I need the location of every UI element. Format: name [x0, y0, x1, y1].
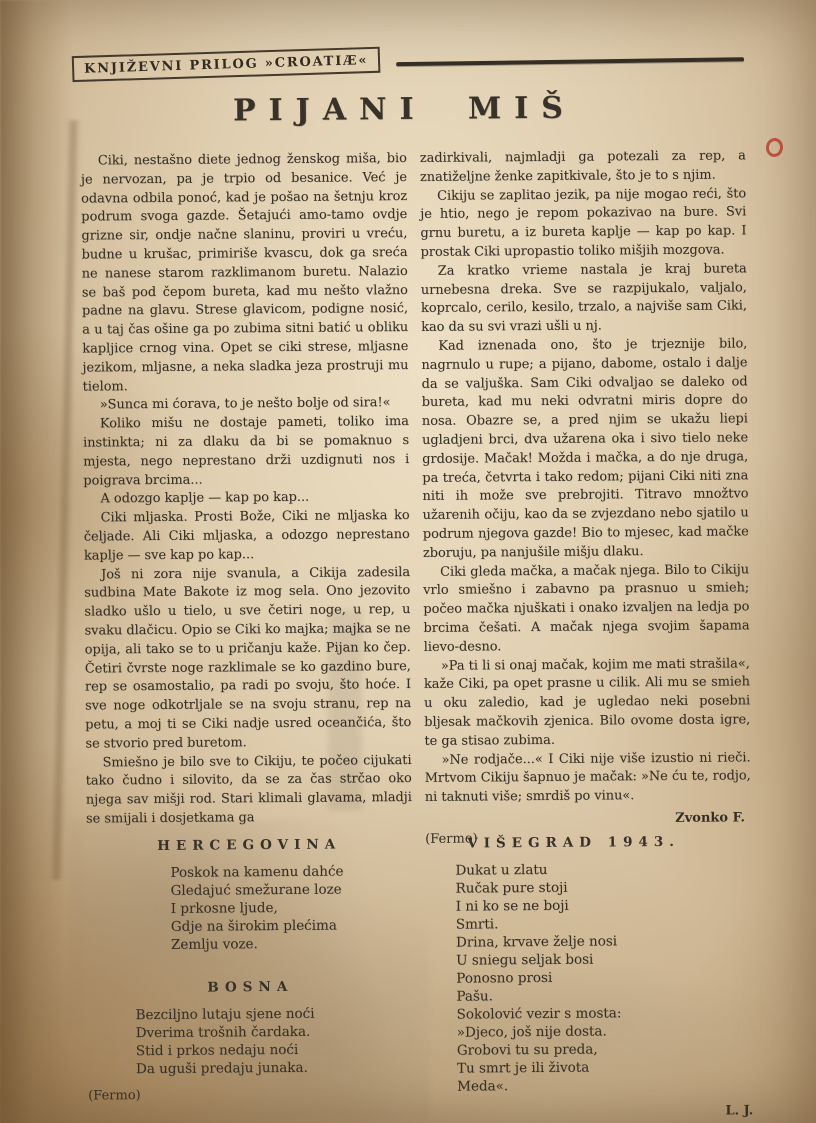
poem-title: HERCEGOVINA [157, 836, 342, 854]
masthead-label: KNJIŽEVNI PRILOG »CROATIÆ« [83, 53, 369, 77]
paragraph: A odozgo kaplje — kap po kap... [100, 490, 310, 507]
poem-hercegovina [86, 836, 413, 955]
author-signature: Zvonko F. [675, 810, 746, 826]
poems-right-column [425, 833, 753, 1121]
poem-bosna [87, 978, 414, 1104]
paragraph: Još ni zora nije svanula, a Cikija zadesila sudbina Mate Bakote iz mog sela. Ono jezovito sladko ušlo u tielo, u sve četiri noge, u rep, u svaku dlačicu. Opio se Ciki ko majka; majka se ne opija, ali tako se to u pričanju kaže. Pijan ko čep. Četiri čvrste noge razklimale se ko gazdino bure, rep se osamostalio, pa radi po svoju, što hoće. I sve noge odkotrljale se na svoju stranu, rep na petu, a moj ti se Ciki nadje usred oceančića, što se stvorio pred buretom. [84, 564, 412, 752]
header-rule [396, 57, 744, 66]
article-title: PIJANI MIŠ [232, 90, 577, 129]
poem-lines: Bezciljno lutaju sjene noći Dverima trošnih čardaka. Stid i prkos nedaju noći Da uguši predaju junaka. [135, 1005, 315, 1078]
poem-title: BOSNA [207, 978, 294, 996]
paragraph: »Ne rodjače...« I Ciki nije više izustio ni rieči. Mrtvom Cikiju šapnuo je mačak: »Ne ću te, rodjo, ni taknuti više; smrdiš po vinu«. [424, 749, 751, 805]
paragraph-continuation: zadirkivali, najmladji ga potezali za rep, a znatiželjne ženke zapitkivale, što je to s njim. [419, 148, 746, 185]
paragraph: Ciki gleda mačka, a mačak njega. Bilo to Cikiju vrlo smiešno i zabavno pa prasnuo u smieh; počeo mačka njuškati i onako izvaljen na ledja po brcima češati. A mačak njega svojim šapama lievo-desno. [423, 561, 750, 655]
paragraph: Ciki mljaska. Prosti Bože, Ciki ne mljaska ko čeljade. Ali Ciki mljaska, a odozgo neprestano kaplje — sve kap po kap... [83, 508, 410, 564]
poem-lines: Poskok na kamenu dahće Gledajuć smežurane loze I prkosne ljude, Gdje na širokim plećima Zemlju voze. [170, 863, 344, 953]
paragraph: »Pa ti li si onaj mačak, kojim me mati strašila«, kaže Ciki, pa opet prasne u cilik. Ali mu se smieh u oku zaledio, kad je ugledao neki posebni bljesak mačkovih zjenica. Bilo ovome dosta igre, te ga stisao zubima. [423, 655, 751, 749]
poem-attribution: L. J. [725, 1103, 754, 1119]
author-pen-name: (Fermo) [425, 831, 478, 847]
masthead [72, 47, 381, 82]
paragraph: Koliko mišu ne dostaje pameti, toliko ima instinkta; ni za dlaku da bi se pomaknuo s mjesta, nego neprestano drži uzdignuti nos i poigrava brcima... [83, 414, 410, 489]
article-column-left [81, 150, 412, 851]
poems-section [86, 833, 754, 1123]
poem-visegrad [455, 833, 753, 1120]
article-body [81, 147, 752, 851]
paragraph: Cikiju se zaplitao jezik, pa nije mogao reći, što je htio, nego je repom pokazivao na bure. Svi grnu buretu, a iz bureta kaplje — kap po kap. I prostak Ciki upropastio toliko mišjih mozgova. [420, 185, 747, 260]
paragraph: Za kratko vrieme nastala je kraj bureta urnebesna dreka. Sve se razpijukalo, valjalo, koprcalo, cerilo, kesilo, trzalo, a najviše sam Ciki, kao da su svi vrazi ušli u nj. [420, 261, 748, 336]
poem-lines: Dukat u zlatu Ručak pure stoji I ni ko se ne boji Smrti. Drina, krvave želje nosi U sniegu seljak bosi Ponosno prosi Pašu. Sokolović vezir s mosta: »Djeco, još nije dosta. Grobovi tu su preda, Tu smrt je ili života Meda«. [455, 861, 622, 1095]
poem-title: VIŠEGRAD 1943. [467, 833, 681, 852]
poems-left-column [86, 836, 414, 1123]
article-column-right [420, 147, 751, 848]
paragraph: Smiešno je bilo sve to Cikiju, te počeo cijukati tako čudno i silovito, da se za čas strčao oko njega sav mišji rod. Stari klimali glavama, mladji se smijali i dosjetkama ga [85, 752, 412, 827]
masthead-row [72, 47, 744, 78]
poem-attribution: (Fermo) [88, 1088, 141, 1104]
paragraph: Ciki, nestašno diete jednog ženskog miša, bio je nervozan, pa je trpio od besanice. Već je odavna odbila ponoć, kad je pošao na šetnju kroz podrum svoga gazde. Šetajući amo-tamo ovdje grizne sir, ondje načne slaninu, proviri u vreću, budne u krušac, primiriše kvascu, dok ga sreća ne nanese starom razklimanom buretu. Nalazio se baš pod čepom bureta, kad mu nešto vlažno padne na glavu. Strese glavicom, podigne nosić, a u taj čas ošine ga po zubima sitni batić u obliku kapljice crnog vina. Opet se ciki strese, mljasne jezikom, mljasne, a neka sladka jeza prostruji mu tielom. [80, 150, 409, 395]
paragraph: Kad iznenada ono, što je trjeznije bilo, nagrnulo u rupe; a pijano, dabome, ostalo i dalje da se valjuška. Sam Ciki odvaljao se daleko od bureta, kad mu neki odvratni miris dopre do nosa. Obazre se, a pred njim se ukažu liepi ugladjeni brci, dva užarena oka i sivo tielo neke grdosije. Mačak! Možda i mačka, a do nje druga, pa treća, četvrta i tako redom; pijani Ciki niti zna niti ih može sve prebrojiti. Titravo množtvo užarenih očiju, kao da se zvjezdano nebo sjatilo u podrum njegova gazde! Bio to mjesec, kad mačke zboruju, pa nanjušile mišju dlaku. [421, 336, 749, 561]
paragraph: »Sunca mi ćorava, to je nešto bolje od sira!« [99, 395, 391, 413]
